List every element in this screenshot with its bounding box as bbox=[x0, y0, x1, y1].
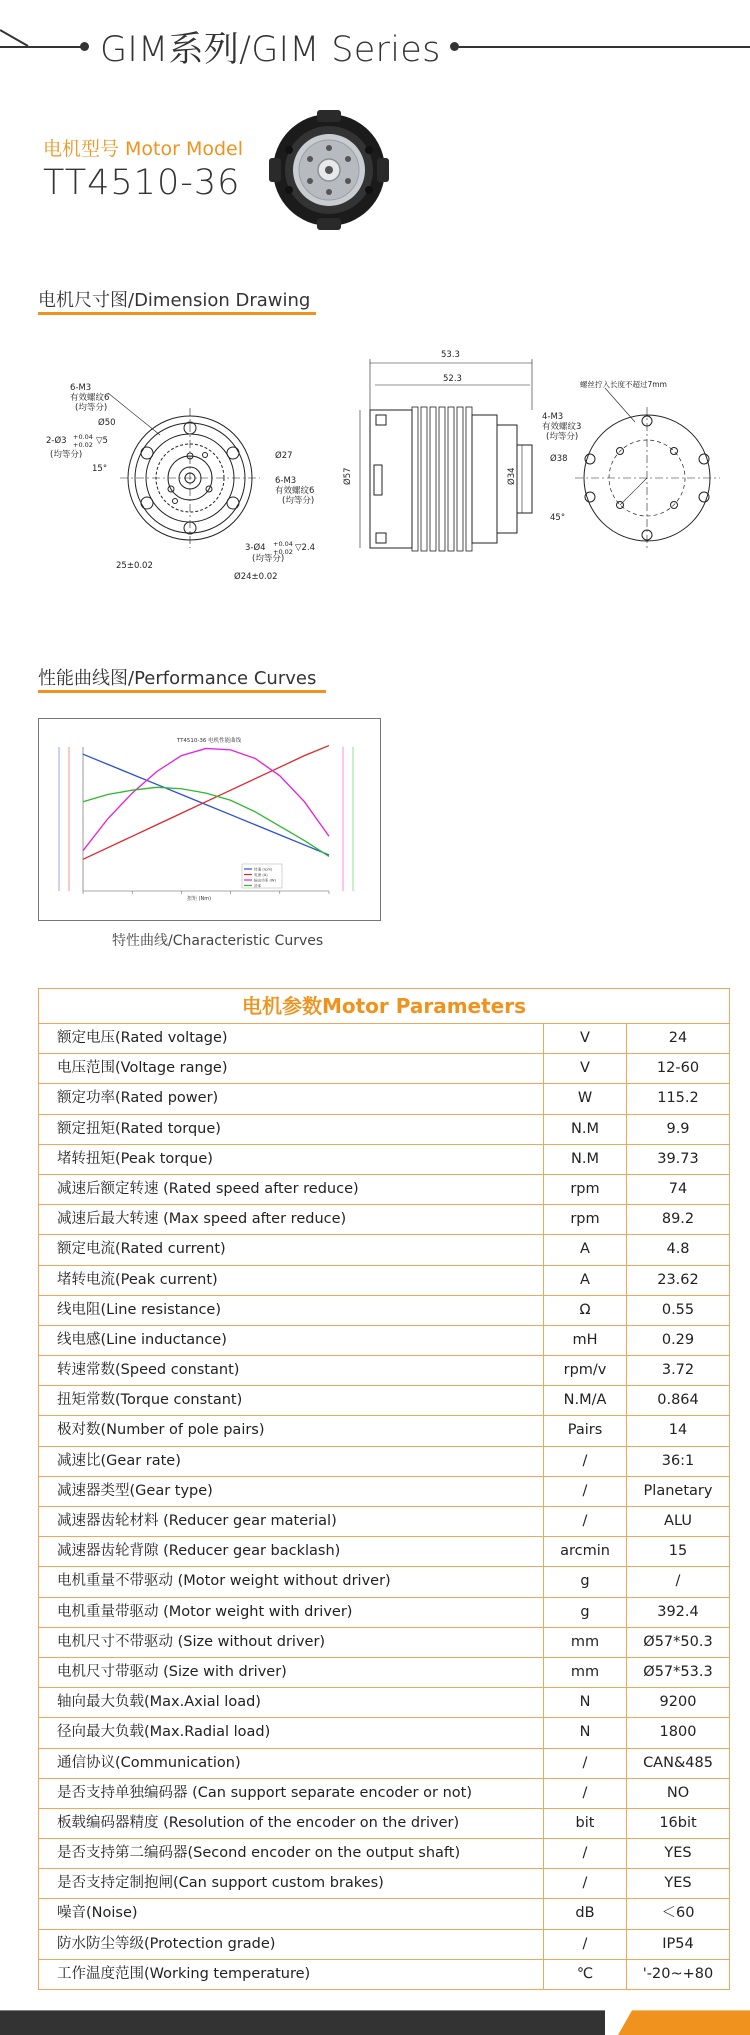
param-name: 额定功率(Rated power) bbox=[39, 1084, 544, 1113]
back-hole-line2: 有效螺纹3 bbox=[542, 422, 582, 432]
param-value: 24 bbox=[668, 1030, 688, 1046]
param-value: 392.4 bbox=[657, 1603, 699, 1620]
param-value: YES bbox=[664, 1845, 692, 1862]
param-unit: dB bbox=[544, 1899, 627, 1928]
params-row bbox=[39, 1960, 729, 1989]
param-name: 电机重量不带驱动 (Motor weight without driver) bbox=[39, 1567, 544, 1596]
param-name: 线电感(Line inductance) bbox=[39, 1326, 544, 1355]
chart-legend-label-1: 电流 (A) bbox=[254, 873, 268, 877]
param-unit: / bbox=[544, 1447, 627, 1476]
header-line-right bbox=[458, 46, 750, 48]
params-row bbox=[39, 1749, 729, 1779]
chart-legend-label-0: 转速 (rpm) bbox=[254, 867, 273, 872]
dimension-section-underline bbox=[38, 312, 316, 315]
param-unit: g bbox=[544, 1567, 627, 1596]
front-hole2-tol-up: +0.04 bbox=[73, 433, 93, 441]
param-value: 15 bbox=[668, 1543, 688, 1560]
param-value: 4.8 bbox=[666, 1241, 690, 1258]
param-value: 39.73 bbox=[657, 1150, 699, 1167]
param-value: Ø57*53.3 bbox=[643, 1663, 713, 1680]
params-row bbox=[39, 1899, 729, 1929]
front-view bbox=[120, 408, 260, 548]
back-angle45: 45° bbox=[550, 513, 566, 523]
param-unit: N.M bbox=[544, 1145, 627, 1174]
param-value: 12-60 bbox=[656, 1060, 700, 1077]
side-len1: 53.3 bbox=[441, 350, 460, 360]
param-value: CAN&485 bbox=[643, 1754, 713, 1771]
front-view-labels bbox=[46, 383, 315, 582]
param-value: 89.2 bbox=[661, 1211, 695, 1228]
param-unit: V bbox=[544, 1054, 627, 1083]
param-name: 是否支持第二编码器(Second encoder on the output shaft) bbox=[39, 1839, 544, 1868]
param-unit: ℃ bbox=[544, 1960, 627, 1989]
front-hole2-prefix: 2-Ø3 bbox=[46, 436, 67, 446]
params-row bbox=[39, 1175, 729, 1205]
front-hole1-line3: (均等分) bbox=[75, 403, 108, 413]
front-hole2-depth: ▽5 bbox=[96, 436, 108, 446]
performance-section-title: 性能曲线图/Performance Curves bbox=[38, 668, 317, 689]
param-unit: / bbox=[544, 1779, 627, 1808]
param-name: 额定扭矩(Rated torque) bbox=[39, 1115, 544, 1144]
param-value: 14 bbox=[668, 1422, 688, 1439]
params-row bbox=[39, 1688, 729, 1718]
params-row bbox=[39, 1326, 729, 1356]
chart-caption: 特性曲线/Characteristic Curves bbox=[112, 933, 324, 949]
performance-section-underline bbox=[38, 690, 326, 693]
chart-x-axis-label: 扭矩 (Nm) bbox=[186, 896, 212, 902]
param-name: 电机尺寸带驱动 (Size with driver) bbox=[39, 1658, 544, 1687]
param-name: 通信协议(Communication) bbox=[39, 1749, 544, 1778]
param-unit: A bbox=[544, 1266, 627, 1295]
param-name: 板载编码器精度 (Resolution of the encoder on the driver) bbox=[39, 1809, 544, 1838]
param-value: ＜60 bbox=[661, 1905, 695, 1922]
params-table-body bbox=[39, 1024, 729, 1989]
chart-title: TT4510-36 电机性能曲线 bbox=[176, 738, 242, 744]
front-hole2-note: (均等分) bbox=[50, 450, 83, 460]
param-value: '-20~+80 bbox=[642, 1965, 714, 1982]
param-name: 减速后最大转速 (Max speed after reduce) bbox=[39, 1205, 544, 1234]
front-d24: Ø24±0.02 bbox=[234, 572, 278, 582]
params-row bbox=[39, 1477, 729, 1507]
front-hole4-prefix: 3-Ø4 bbox=[245, 543, 266, 553]
param-unit: / bbox=[544, 1749, 627, 1778]
param-name: 极对数(Number of pole pairs) bbox=[39, 1416, 544, 1445]
dimension-drawing bbox=[30, 335, 730, 595]
params-row bbox=[39, 1266, 729, 1296]
front-d50: Ø50 bbox=[98, 418, 116, 428]
param-unit: mm bbox=[544, 1658, 627, 1687]
footer-bar-orange bbox=[618, 1991, 750, 2035]
back-note: 螺丝拧入长度不超过7mm bbox=[580, 380, 667, 389]
param-unit: / bbox=[544, 1930, 627, 1959]
param-name: 额定电流(Rated current) bbox=[39, 1235, 544, 1264]
params-row bbox=[39, 1205, 729, 1235]
front-d27: Ø27 bbox=[275, 451, 293, 461]
params-row bbox=[39, 1809, 729, 1839]
param-value: 16bit bbox=[659, 1814, 697, 1831]
front-hole1-line2: 有效螺纹6 bbox=[70, 393, 110, 403]
param-unit: Pairs bbox=[544, 1416, 627, 1445]
param-unit: / bbox=[544, 1869, 627, 1898]
param-name: 工作温度范围(Working temperature) bbox=[39, 1960, 544, 1989]
param-unit: W bbox=[544, 1084, 627, 1113]
param-value: 9.9 bbox=[666, 1120, 690, 1137]
front-hole2-tol-down: +0.02 bbox=[73, 441, 93, 449]
param-name: 减速器齿轮背隙 (Reducer gear backlash) bbox=[39, 1537, 544, 1566]
params-table-title: 电机参数Motor Parameters bbox=[39, 989, 729, 1024]
param-value: 23.62 bbox=[657, 1271, 699, 1288]
param-unit: N bbox=[544, 1718, 627, 1747]
params-row bbox=[39, 1869, 729, 1899]
params-row bbox=[39, 1386, 729, 1416]
back-view-labels bbox=[542, 379, 667, 523]
back-hole-line1: 4-M3 bbox=[542, 412, 564, 422]
params-row bbox=[39, 1235, 729, 1265]
param-value: 3.72 bbox=[661, 1362, 695, 1379]
params-row bbox=[39, 1145, 729, 1175]
param-name: 减速后额定转速 (Rated speed after reduce) bbox=[39, 1175, 544, 1204]
param-value: YES bbox=[664, 1875, 692, 1892]
param-unit: mH bbox=[544, 1326, 627, 1355]
front-hole4-depth: ▽2.4 bbox=[295, 543, 316, 553]
params-row bbox=[39, 1054, 729, 1084]
param-unit: / bbox=[544, 1477, 627, 1506]
front-dim25: 25±0.02 bbox=[116, 561, 153, 571]
params-row bbox=[39, 1839, 729, 1869]
chart-legend-label-2: 输出功率 (W) bbox=[254, 878, 276, 883]
param-name: 是否支持单独编码器 (Can support separate encoder or not) bbox=[39, 1779, 544, 1808]
param-unit: rpm/v bbox=[544, 1356, 627, 1385]
chart-series-line-2 bbox=[83, 748, 329, 850]
param-name: 线电阻(Line resistance) bbox=[39, 1296, 544, 1325]
front-hole4-tol-up: +0.04 bbox=[273, 540, 293, 548]
front-hole3-line2: 有效螺纹6 bbox=[275, 486, 315, 496]
params-row bbox=[39, 1567, 729, 1597]
param-name: 电压范围(Voltage range) bbox=[39, 1054, 544, 1083]
header-dot-left bbox=[80, 42, 89, 51]
param-name: 扭矩常数(Torque constant) bbox=[39, 1386, 544, 1415]
params-row bbox=[39, 1779, 729, 1809]
side-view bbox=[360, 359, 532, 551]
param-unit: V bbox=[544, 1024, 627, 1053]
param-value: Ø57*50.3 bbox=[643, 1633, 713, 1650]
param-value: 0.864 bbox=[657, 1392, 699, 1409]
dimension-section-title: 电机尺寸图/Dimension Drawing bbox=[38, 290, 311, 311]
motor-parameters-table bbox=[38, 988, 730, 1990]
param-unit: / bbox=[544, 1839, 627, 1868]
param-value: ALU bbox=[664, 1513, 692, 1529]
param-name: 额定电压(Rated voltage) bbox=[39, 1024, 544, 1053]
param-value: / bbox=[675, 1573, 681, 1590]
param-unit: N.M/A bbox=[544, 1386, 627, 1415]
param-name: 轴向最大负载(Max.Axial load) bbox=[39, 1688, 544, 1717]
params-row bbox=[39, 1718, 729, 1748]
params-row bbox=[39, 1658, 729, 1688]
motor-product-image bbox=[262, 110, 397, 230]
chart-series-line-1 bbox=[83, 746, 329, 860]
model-name: TT4510-36 bbox=[43, 163, 241, 203]
param-name: 是否支持定制抱闸(Can support custom brakes) bbox=[39, 1869, 544, 1898]
param-name: 堵转扭矩(Peak torque) bbox=[39, 1145, 544, 1174]
params-row bbox=[39, 1447, 729, 1477]
side-d34: Ø34 bbox=[507, 467, 517, 485]
params-row bbox=[39, 1024, 729, 1054]
side-d57: Ø57 bbox=[343, 467, 353, 485]
params-row bbox=[39, 1507, 729, 1537]
model-label: 电机型号 Motor Model bbox=[43, 138, 244, 160]
param-value: IP54 bbox=[662, 1935, 694, 1952]
chart-legend-label-3: 效率 bbox=[254, 884, 262, 888]
param-unit: Ω bbox=[544, 1296, 627, 1325]
page-title: GIM系列/GIM Series bbox=[100, 30, 441, 70]
param-name: 电机重量带驱动 (Motor weight with driver) bbox=[39, 1598, 544, 1627]
param-name: 减速器类型(Gear type) bbox=[39, 1477, 544, 1506]
param-value: 0.55 bbox=[661, 1301, 695, 1318]
param-unit: bit bbox=[544, 1809, 627, 1838]
param-unit: rpm bbox=[544, 1175, 627, 1204]
param-unit: N bbox=[544, 1688, 627, 1717]
param-value: 36:1 bbox=[661, 1452, 695, 1469]
side-len2: 52.3 bbox=[443, 374, 462, 384]
performance-chart bbox=[39, 719, 380, 920]
param-value: Planetary bbox=[643, 1482, 713, 1499]
param-unit: N.M bbox=[544, 1115, 627, 1144]
front-angle15: 15° bbox=[92, 464, 108, 474]
back-view bbox=[575, 388, 720, 549]
params-row bbox=[39, 1416, 729, 1446]
param-value: 115.2 bbox=[657, 1090, 699, 1107]
params-row bbox=[39, 1296, 729, 1326]
back-d38: Ø38 bbox=[550, 454, 568, 464]
param-name: 转速常数(Speed constant) bbox=[39, 1356, 544, 1385]
front-hole1-line1: 6-M3 bbox=[70, 383, 92, 393]
param-name: 噪音(Noise) bbox=[39, 1899, 544, 1928]
params-row bbox=[39, 1356, 729, 1386]
param-name: 减速器齿轮材料 (Reducer gear material) bbox=[39, 1507, 544, 1536]
side-view-labels bbox=[342, 350, 517, 485]
param-value: 1800 bbox=[659, 1724, 697, 1741]
param-value: 0.29 bbox=[661, 1331, 695, 1348]
param-name: 堵转电流(Peak current) bbox=[39, 1266, 544, 1295]
param-name: 减速比(Gear rate) bbox=[39, 1447, 544, 1476]
param-unit: rpm bbox=[544, 1205, 627, 1234]
param-value: 9200 bbox=[659, 1694, 697, 1711]
header-left-slant bbox=[0, 28, 60, 50]
params-row bbox=[39, 1084, 729, 1114]
param-unit: g bbox=[544, 1598, 627, 1627]
param-unit: / bbox=[544, 1507, 627, 1536]
param-value: 74 bbox=[668, 1180, 688, 1197]
chart-series-line-0 bbox=[83, 754, 329, 855]
params-row bbox=[39, 1115, 729, 1145]
performance-chart-frame bbox=[38, 718, 381, 921]
params-row bbox=[39, 1537, 729, 1567]
back-hole-line3: (均等分) bbox=[546, 432, 579, 442]
footer-bar-dark bbox=[0, 1991, 605, 2035]
front-hole3-line3: (均等分) bbox=[282, 496, 315, 506]
param-value: NO bbox=[666, 1784, 690, 1801]
param-unit: A bbox=[544, 1235, 627, 1264]
params-row bbox=[39, 1930, 729, 1960]
param-unit: mm bbox=[544, 1628, 627, 1657]
param-unit: arcmin bbox=[544, 1537, 627, 1566]
chart-series-line-3 bbox=[83, 787, 329, 856]
front-hole4-tol-down: +0.02 bbox=[273, 548, 293, 556]
param-name: 径向最大负载(Max.Radial load) bbox=[39, 1718, 544, 1747]
params-row bbox=[39, 1598, 729, 1628]
front-hole3-line1: 6-M3 bbox=[275, 476, 297, 486]
front-hole4-note: (均等分) bbox=[252, 554, 285, 564]
params-row bbox=[39, 1628, 729, 1658]
param-name: 防水防尘等级(Protection grade) bbox=[39, 1930, 544, 1959]
param-name: 电机尺寸不带驱动 (Size without driver) bbox=[39, 1628, 544, 1657]
